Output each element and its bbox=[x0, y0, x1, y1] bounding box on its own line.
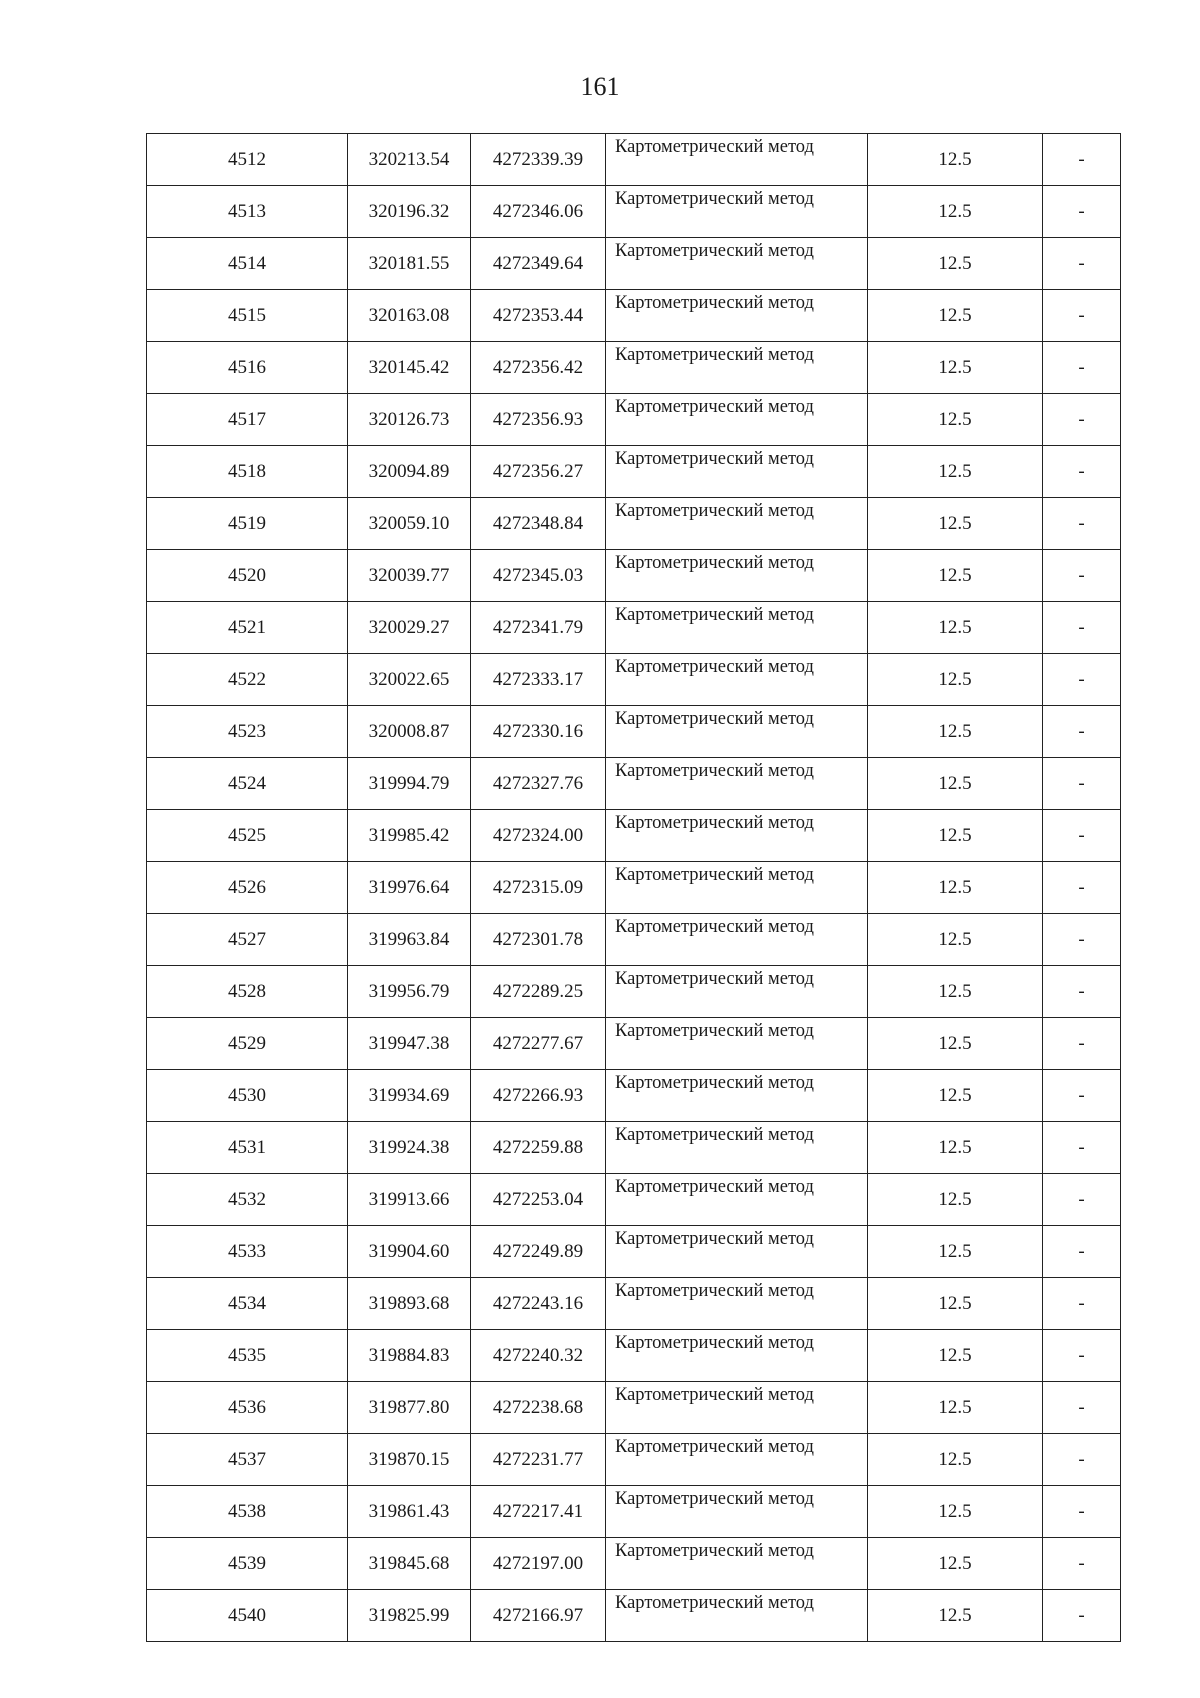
point-number-cell: 4528 bbox=[147, 966, 348, 1018]
table-row bbox=[147, 134, 1121, 186]
table-row bbox=[147, 394, 1121, 446]
x-coordinate-cell: 319861.43 bbox=[348, 1486, 471, 1538]
x-coordinate-cell: 320181.55 bbox=[348, 238, 471, 290]
x-coordinate-cell: 319963.84 bbox=[348, 914, 471, 966]
accuracy-cell: 12.5 bbox=[868, 238, 1043, 290]
y-coordinate-cell: 4272231.77 bbox=[471, 1434, 606, 1486]
point-number-cell: 4516 bbox=[147, 342, 348, 394]
method-cell: Картометрический метод bbox=[606, 498, 868, 550]
table-row bbox=[147, 1174, 1121, 1226]
method-cell: Картометрический метод bbox=[606, 1590, 868, 1642]
y-coordinate-cell: 4272166.97 bbox=[471, 1590, 606, 1642]
method-cell: Картометрический метод bbox=[606, 290, 868, 342]
table-row bbox=[147, 1538, 1121, 1590]
method-cell: Картометрический метод bbox=[606, 654, 868, 706]
accuracy-cell: 12.5 bbox=[868, 810, 1043, 862]
y-coordinate-cell: 4272315.09 bbox=[471, 862, 606, 914]
accuracy-cell: 12.5 bbox=[868, 654, 1043, 706]
x-coordinate-cell: 320145.42 bbox=[348, 342, 471, 394]
point-number-cell: 4537 bbox=[147, 1434, 348, 1486]
table-row bbox=[147, 342, 1121, 394]
x-coordinate-cell: 319956.79 bbox=[348, 966, 471, 1018]
note-cell: - bbox=[1043, 602, 1121, 654]
accuracy-cell: 12.5 bbox=[868, 1486, 1043, 1538]
accuracy-cell: 12.5 bbox=[868, 1590, 1043, 1642]
note-cell: - bbox=[1043, 1590, 1121, 1642]
note-cell: - bbox=[1043, 966, 1121, 1018]
note-cell: - bbox=[1043, 1382, 1121, 1434]
note-cell: - bbox=[1043, 1018, 1121, 1070]
accuracy-cell: 12.5 bbox=[868, 1278, 1043, 1330]
x-coordinate-cell: 319884.83 bbox=[348, 1330, 471, 1382]
note-cell: - bbox=[1043, 1434, 1121, 1486]
x-coordinate-cell: 319904.60 bbox=[348, 1226, 471, 1278]
accuracy-cell: 12.5 bbox=[868, 498, 1043, 550]
y-coordinate-cell: 4272330.16 bbox=[471, 706, 606, 758]
table-row bbox=[147, 1330, 1121, 1382]
point-number-cell: 4519 bbox=[147, 498, 348, 550]
note-cell: - bbox=[1043, 1278, 1121, 1330]
method-cell: Картометрический метод bbox=[606, 1434, 868, 1486]
accuracy-cell: 12.5 bbox=[868, 550, 1043, 602]
table-row bbox=[147, 1434, 1121, 1486]
point-number-cell: 4524 bbox=[147, 758, 348, 810]
method-cell: Картометрический метод bbox=[606, 862, 868, 914]
accuracy-cell: 12.5 bbox=[868, 446, 1043, 498]
table-row bbox=[147, 758, 1121, 810]
accuracy-cell: 12.5 bbox=[868, 1226, 1043, 1278]
accuracy-cell: 12.5 bbox=[868, 1330, 1043, 1382]
point-number-cell: 4512 bbox=[147, 134, 348, 186]
accuracy-cell: 12.5 bbox=[868, 134, 1043, 186]
method-cell: Картометрический метод bbox=[606, 186, 868, 238]
y-coordinate-cell: 4272345.03 bbox=[471, 550, 606, 602]
table-row bbox=[147, 446, 1121, 498]
table-row bbox=[147, 1590, 1121, 1642]
point-number-cell: 4513 bbox=[147, 186, 348, 238]
note-cell: - bbox=[1043, 1330, 1121, 1382]
accuracy-cell: 12.5 bbox=[868, 186, 1043, 238]
x-coordinate-cell: 319934.69 bbox=[348, 1070, 471, 1122]
note-cell: - bbox=[1043, 654, 1121, 706]
method-cell: Картометрический метод bbox=[606, 1278, 868, 1330]
accuracy-cell: 12.5 bbox=[868, 914, 1043, 966]
point-number-cell: 4525 bbox=[147, 810, 348, 862]
table-row bbox=[147, 966, 1121, 1018]
x-coordinate-cell: 319893.68 bbox=[348, 1278, 471, 1330]
method-cell: Картометрический метод bbox=[606, 1122, 868, 1174]
method-cell: Картометрический метод bbox=[606, 914, 868, 966]
method-cell: Картометрический метод bbox=[606, 1486, 868, 1538]
note-cell: - bbox=[1043, 498, 1121, 550]
x-coordinate-cell: 320039.77 bbox=[348, 550, 471, 602]
x-coordinate-cell: 319877.80 bbox=[348, 1382, 471, 1434]
note-cell: - bbox=[1043, 290, 1121, 342]
note-cell: - bbox=[1043, 1070, 1121, 1122]
table-row bbox=[147, 238, 1121, 290]
x-coordinate-cell: 319947.38 bbox=[348, 1018, 471, 1070]
accuracy-cell: 12.5 bbox=[868, 1434, 1043, 1486]
method-cell: Картометрический метод bbox=[606, 446, 868, 498]
note-cell: - bbox=[1043, 342, 1121, 394]
note-cell: - bbox=[1043, 862, 1121, 914]
note-cell: - bbox=[1043, 810, 1121, 862]
y-coordinate-cell: 4272253.04 bbox=[471, 1174, 606, 1226]
x-coordinate-cell: 320022.65 bbox=[348, 654, 471, 706]
point-number-cell: 4533 bbox=[147, 1226, 348, 1278]
method-cell: Картометрический метод bbox=[606, 1538, 868, 1590]
method-cell: Картометрический метод bbox=[606, 602, 868, 654]
method-cell: Картометрический метод bbox=[606, 1330, 868, 1382]
y-coordinate-cell: 4272356.27 bbox=[471, 446, 606, 498]
accuracy-cell: 12.5 bbox=[868, 1122, 1043, 1174]
point-number-cell: 4531 bbox=[147, 1122, 348, 1174]
table-row bbox=[147, 1226, 1121, 1278]
method-cell: Картометрический метод bbox=[606, 1174, 868, 1226]
y-coordinate-cell: 4272277.67 bbox=[471, 1018, 606, 1070]
point-number-cell: 4539 bbox=[147, 1538, 348, 1590]
point-number-cell: 4538 bbox=[147, 1486, 348, 1538]
method-cell: Картометрический метод bbox=[606, 134, 868, 186]
method-cell: Картометрический метод bbox=[606, 1018, 868, 1070]
table-row bbox=[147, 290, 1121, 342]
x-coordinate-cell: 320029.27 bbox=[348, 602, 471, 654]
method-cell: Картометрический метод bbox=[606, 758, 868, 810]
note-cell: - bbox=[1043, 394, 1121, 446]
y-coordinate-cell: 4272259.88 bbox=[471, 1122, 606, 1174]
y-coordinate-cell: 4272341.79 bbox=[471, 602, 606, 654]
y-coordinate-cell: 4272249.89 bbox=[471, 1226, 606, 1278]
table-row bbox=[147, 862, 1121, 914]
y-coordinate-cell: 4272348.84 bbox=[471, 498, 606, 550]
method-cell: Картометрический метод bbox=[606, 706, 868, 758]
y-coordinate-cell: 4272243.16 bbox=[471, 1278, 606, 1330]
table-row bbox=[147, 654, 1121, 706]
table-row bbox=[147, 498, 1121, 550]
note-cell: - bbox=[1043, 550, 1121, 602]
point-number-cell: 4523 bbox=[147, 706, 348, 758]
table-row bbox=[147, 810, 1121, 862]
accuracy-cell: 12.5 bbox=[868, 290, 1043, 342]
y-coordinate-cell: 4272266.93 bbox=[471, 1070, 606, 1122]
note-cell: - bbox=[1043, 1486, 1121, 1538]
note-cell: - bbox=[1043, 238, 1121, 290]
accuracy-cell: 12.5 bbox=[868, 1538, 1043, 1590]
method-cell: Картометрический метод bbox=[606, 966, 868, 1018]
method-cell: Картометрический метод bbox=[606, 1382, 868, 1434]
table-row bbox=[147, 1122, 1121, 1174]
point-number-cell: 4529 bbox=[147, 1018, 348, 1070]
x-coordinate-cell: 319924.38 bbox=[348, 1122, 471, 1174]
note-cell: - bbox=[1043, 134, 1121, 186]
accuracy-cell: 12.5 bbox=[868, 1070, 1043, 1122]
y-coordinate-cell: 4272349.64 bbox=[471, 238, 606, 290]
coordinates-table-body bbox=[147, 134, 1121, 1642]
note-cell: - bbox=[1043, 1226, 1121, 1278]
note-cell: - bbox=[1043, 1538, 1121, 1590]
point-number-cell: 4526 bbox=[147, 862, 348, 914]
accuracy-cell: 12.5 bbox=[868, 758, 1043, 810]
page-number: 161 bbox=[580, 72, 620, 101]
table-row bbox=[147, 1486, 1121, 1538]
x-coordinate-cell: 319845.68 bbox=[348, 1538, 471, 1590]
y-coordinate-cell: 4272197.00 bbox=[471, 1538, 606, 1590]
point-number-cell: 4517 bbox=[147, 394, 348, 446]
note-cell: - bbox=[1043, 446, 1121, 498]
point-number-cell: 4514 bbox=[147, 238, 348, 290]
note-cell: - bbox=[1043, 1174, 1121, 1226]
coordinates-table bbox=[146, 133, 1121, 1642]
y-coordinate-cell: 4272339.39 bbox=[471, 134, 606, 186]
x-coordinate-cell: 319976.64 bbox=[348, 862, 471, 914]
accuracy-cell: 12.5 bbox=[868, 1382, 1043, 1434]
y-coordinate-cell: 4272356.93 bbox=[471, 394, 606, 446]
point-number-cell: 4540 bbox=[147, 1590, 348, 1642]
accuracy-cell: 12.5 bbox=[868, 1018, 1043, 1070]
x-coordinate-cell: 319994.79 bbox=[348, 758, 471, 810]
point-number-cell: 4520 bbox=[147, 550, 348, 602]
table-row bbox=[147, 914, 1121, 966]
note-cell: - bbox=[1043, 706, 1121, 758]
table-row bbox=[147, 1070, 1121, 1122]
x-coordinate-cell: 320126.73 bbox=[348, 394, 471, 446]
x-coordinate-cell: 320213.54 bbox=[348, 134, 471, 186]
accuracy-cell: 12.5 bbox=[868, 706, 1043, 758]
point-number-cell: 4535 bbox=[147, 1330, 348, 1382]
note-cell: - bbox=[1043, 914, 1121, 966]
point-number-cell: 4522 bbox=[147, 654, 348, 706]
x-coordinate-cell: 320059.10 bbox=[348, 498, 471, 550]
y-coordinate-cell: 4272324.00 bbox=[471, 810, 606, 862]
x-coordinate-cell: 320196.32 bbox=[348, 186, 471, 238]
table-row bbox=[147, 602, 1121, 654]
y-coordinate-cell: 4272301.78 bbox=[471, 914, 606, 966]
accuracy-cell: 12.5 bbox=[868, 966, 1043, 1018]
x-coordinate-cell: 320094.89 bbox=[348, 446, 471, 498]
accuracy-cell: 12.5 bbox=[868, 862, 1043, 914]
x-coordinate-cell: 320163.08 bbox=[348, 290, 471, 342]
method-cell: Картометрический метод bbox=[606, 238, 868, 290]
y-coordinate-cell: 4272238.68 bbox=[471, 1382, 606, 1434]
table-row bbox=[147, 1278, 1121, 1330]
point-number-cell: 4536 bbox=[147, 1382, 348, 1434]
accuracy-cell: 12.5 bbox=[868, 342, 1043, 394]
x-coordinate-cell: 319870.15 bbox=[348, 1434, 471, 1486]
note-cell: - bbox=[1043, 1122, 1121, 1174]
accuracy-cell: 12.5 bbox=[868, 602, 1043, 654]
table-row bbox=[147, 706, 1121, 758]
y-coordinate-cell: 4272353.44 bbox=[471, 290, 606, 342]
method-cell: Картометрический метод bbox=[606, 1070, 868, 1122]
y-coordinate-cell: 4272333.17 bbox=[471, 654, 606, 706]
table-row bbox=[147, 186, 1121, 238]
point-number-cell: 4515 bbox=[147, 290, 348, 342]
x-coordinate-cell: 319825.99 bbox=[348, 1590, 471, 1642]
point-number-cell: 4532 bbox=[147, 1174, 348, 1226]
x-coordinate-cell: 319985.42 bbox=[348, 810, 471, 862]
method-cell: Картометрический метод bbox=[606, 810, 868, 862]
accuracy-cell: 12.5 bbox=[868, 394, 1043, 446]
table-row bbox=[147, 550, 1121, 602]
method-cell: Картометрический метод bbox=[606, 394, 868, 446]
y-coordinate-cell: 4272240.32 bbox=[471, 1330, 606, 1382]
note-cell: - bbox=[1043, 186, 1121, 238]
note-cell: - bbox=[1043, 758, 1121, 810]
y-coordinate-cell: 4272327.76 bbox=[471, 758, 606, 810]
accuracy-cell: 12.5 bbox=[868, 1174, 1043, 1226]
point-number-cell: 4527 bbox=[147, 914, 348, 966]
table-row bbox=[147, 1018, 1121, 1070]
x-coordinate-cell: 320008.87 bbox=[348, 706, 471, 758]
point-number-cell: 4518 bbox=[147, 446, 348, 498]
y-coordinate-cell: 4272289.25 bbox=[471, 966, 606, 1018]
y-coordinate-cell: 4272356.42 bbox=[471, 342, 606, 394]
x-coordinate-cell: 319913.66 bbox=[348, 1174, 471, 1226]
method-cell: Картометрический метод bbox=[606, 1226, 868, 1278]
y-coordinate-cell: 4272217.41 bbox=[471, 1486, 606, 1538]
method-cell: Картометрический метод bbox=[606, 342, 868, 394]
y-coordinate-cell: 4272346.06 bbox=[471, 186, 606, 238]
point-number-cell: 4534 bbox=[147, 1278, 348, 1330]
point-number-cell: 4521 bbox=[147, 602, 348, 654]
table-row bbox=[147, 1382, 1121, 1434]
point-number-cell: 4530 bbox=[147, 1070, 348, 1122]
method-cell: Картометрический метод bbox=[606, 550, 868, 602]
